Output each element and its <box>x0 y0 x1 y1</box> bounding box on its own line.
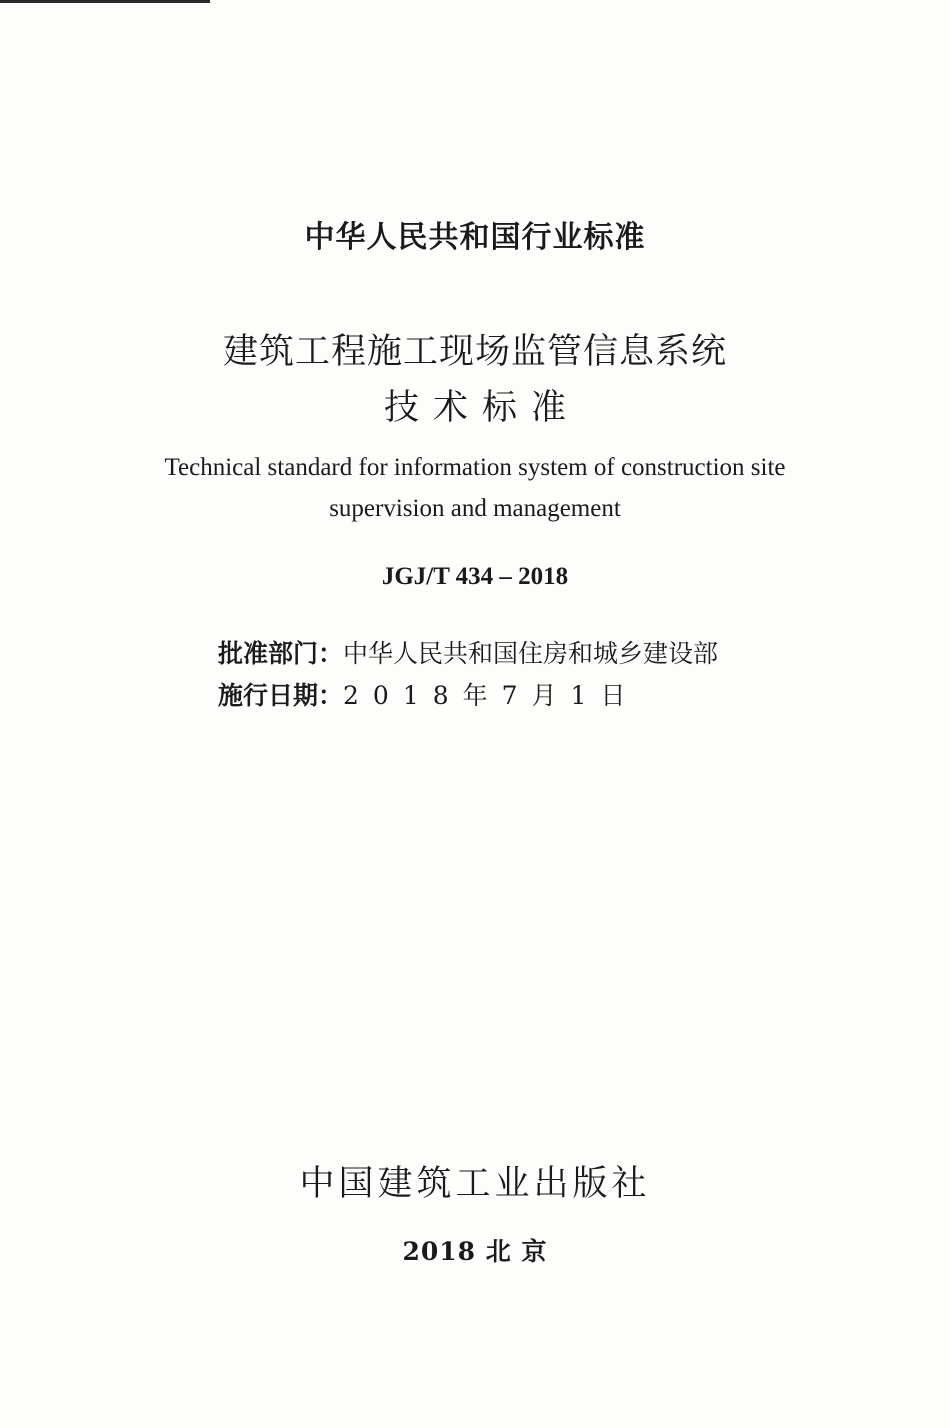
publication-year-place: 2018 北 京 <box>402 1237 548 1266</box>
approval-value: 中华人民共和国住房和城乡建设部 <box>343 639 719 668</box>
effective-date-label: 施行日期： <box>218 681 344 710</box>
english-title-line-2: supervision and management <box>329 495 621 522</box>
effective-date-value: 2018年7月1日 <box>343 681 640 710</box>
approval-label: 批准部门： <box>218 639 344 668</box>
title-line-1: 建筑工程施工现场监管信息系统 <box>222 332 727 372</box>
standard-code: JGJ/T 434 – 2018 <box>381 563 569 590</box>
standard-series-heading: 中华人民共和国行业标准 <box>304 220 646 255</box>
top-edge-rule <box>0 0 210 3</box>
english-title-line-1: Technical standard for information system of construction site <box>164 454 786 481</box>
approval-row <box>218 634 718 670</box>
title-line-2: 技术标准 <box>383 388 580 428</box>
publisher-name: 中国建筑工业出版社 <box>299 1164 651 1204</box>
effective-date-row <box>218 676 639 712</box>
